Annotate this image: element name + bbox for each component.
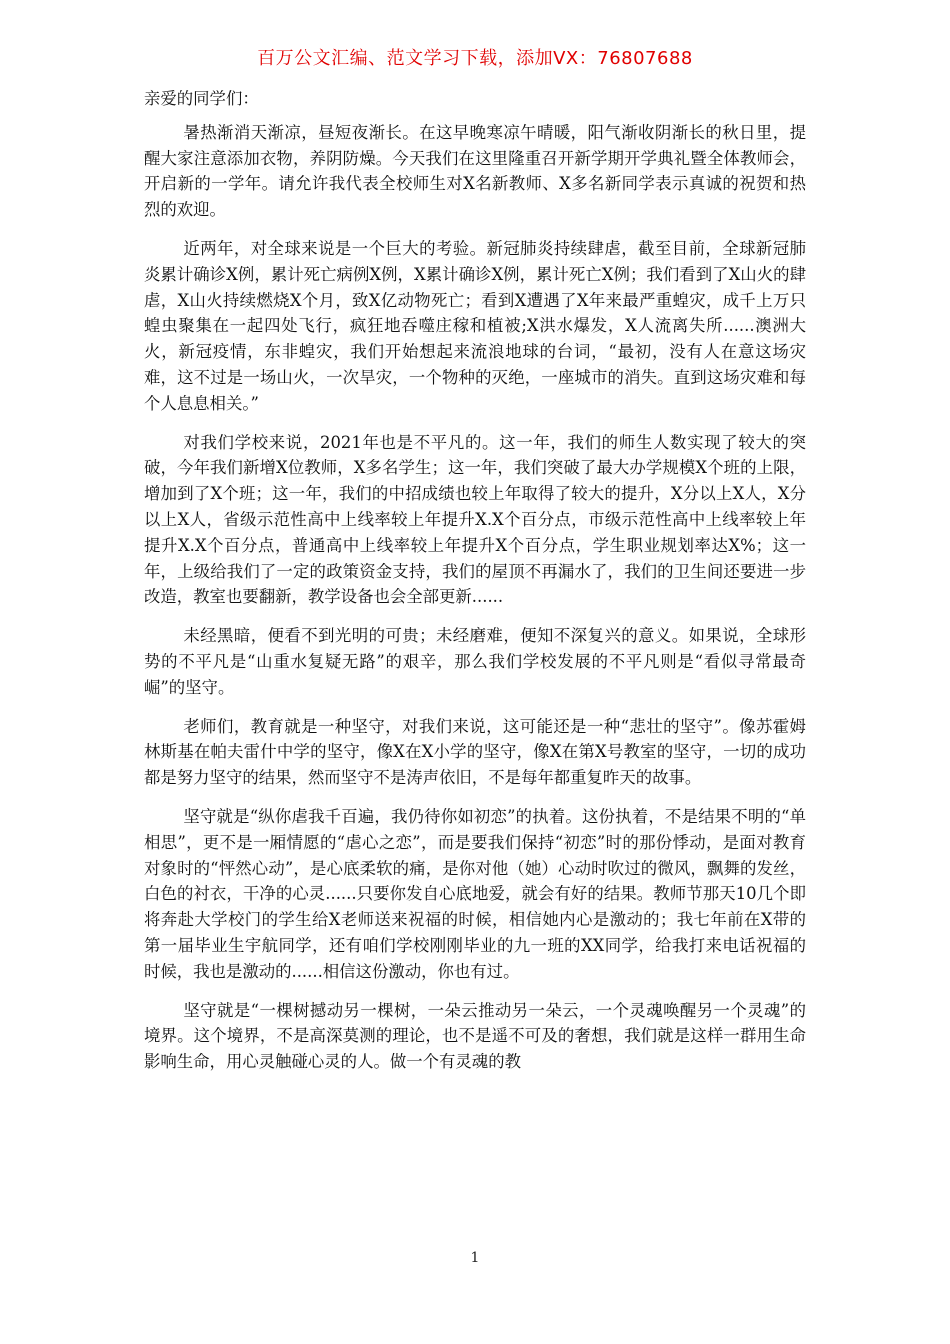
document-body [144, 86, 806, 1088]
page-number: 1 [470, 1250, 480, 1266]
paragraph-5: 老师们，教育就是一种坚守，对我们来说，这可能还是一种“悲壮的坚守”。像苏霍姆林斯基在帕夫雷什中学的坚守，像X在X小学的坚守，像X在第X号教室的坚守，一切的成功都是努力坚守的结果，然而坚守不是涛声依旧，不是每年都重复昨天的故事。 [144, 716, 806, 788]
paragraph-2: 近两年，对全球来说是一个巨大的考验。新冠肺炎持续肆虐，截至目前，全球新冠肺炎累计确诊X例，累计死亡病例X例，X累计确诊X例，累计死亡X例；我们看到了X山火的肆虐，X山火持续燃烧X个月，致X亿动物死亡；看到X遭遇了X年来最严重蝗灾，成千上万只蝗虫聚集在一起四处飞行，疯狂地吞噬庄稼和植被;X洪水爆发，X人流离失所......澳洲大火，新冠疫情，东非蝗灾，我们开始想起来流浪地球的台词，“最初，没有人在意这场灾难，这不过是一场山火，一次旱灾，一个物种的灭绝，一座城市的消失。直到这场灾难和每个人息息相关。” [144, 238, 806, 413]
paragraph-4: 未经黑暗，便看不到光明的可贵；未经磨难，便知不深复兴的意义。如果说，全球形势的不平凡是“山重水复疑无路”的艰辛，那么我们学校发展的不平凡则是“看似寻常最奇崛”的坚守。 [144, 626, 806, 697]
paragraph-7: 坚守就是“一棵树撼动另一棵树，一朵云推动另一朵云，一个灵魂唤醒另一个灵魂”的境界。这个境界，不是高深莫测的理论，也不是遥不可及的奢想，我们就是这样一群用生命影响生命，用心灵触碰心灵的人。做一个有灵魂的教 [144, 1000, 806, 1072]
paragraph-3: 对我们学校来说，2021年也是不平凡的。这一年，我们的师生人数实现了较大的突破，今年我们新增X位教师，X多名学生；这一年，我们突破了最大办学规模X个班的上限，增加到了X个班；这一年，我们的中招成绩也较上年取得了较大的提升，X分以上X人，X分以上X人，省级示范性高中上线率较上年提升X.X个百分点，市级示范性高中上线率较上年提升X.X个百分点，普通高中上线率较上年提升X个百分点，学生职业规划率达X%；这一年，上级给我们了一定的政策资金支持，我们的屋顶不再漏水了，我们的卫生间还要进一步改造，教室也要翻新，教学设备也会全部更新...... [144, 432, 806, 607]
header-banner: 百万公文汇编、范文学习下载，添加VX：76807688 [257, 48, 693, 69]
salutation: 亲爱的同学们： [144, 89, 259, 108]
paragraph-6: 坚守就是“纵你虐我千百遍，我仍待你如初恋”的执着。这份执着，不是结果不明的“单相思”，更不是一厢情愿的“虐心之恋”，而是要我们保持“初恋”时的那份悸动，是面对教育对象时的“怦然心动”，是心底柔软的痛，是你对他（她）心动时吹过的微风，飘舞的发丝，白色的衬衣，干净的心灵......只要你发自心底地爱，就会有好的结果。教师节那天10几个即将奔赴大学校门的学生给X老师送来祝福的时候，相信她内心是激动的；我七年前在X带的第一届毕业生宇航同学，还有咱们学校刚刚毕业的九一班的XX同学，给我打来电话祝福的时候，我也是激动的......相信这份激动，你也有过。 [144, 806, 806, 981]
paragraph-1: 暑热渐消天渐凉，昼短夜渐长。在这早晚寒凉午晴暖，阳气渐收阴渐长的秋日里，提醒大家注意添加衣物，养阴防燥。今天我们在这里隆重召开新学期开学典礼暨全体教师会，开启新的一学年。请允许我代表全校师生对X名新教师、X多名新同学表示真诚的祝贺和热烈的欢迎。 [144, 122, 806, 220]
